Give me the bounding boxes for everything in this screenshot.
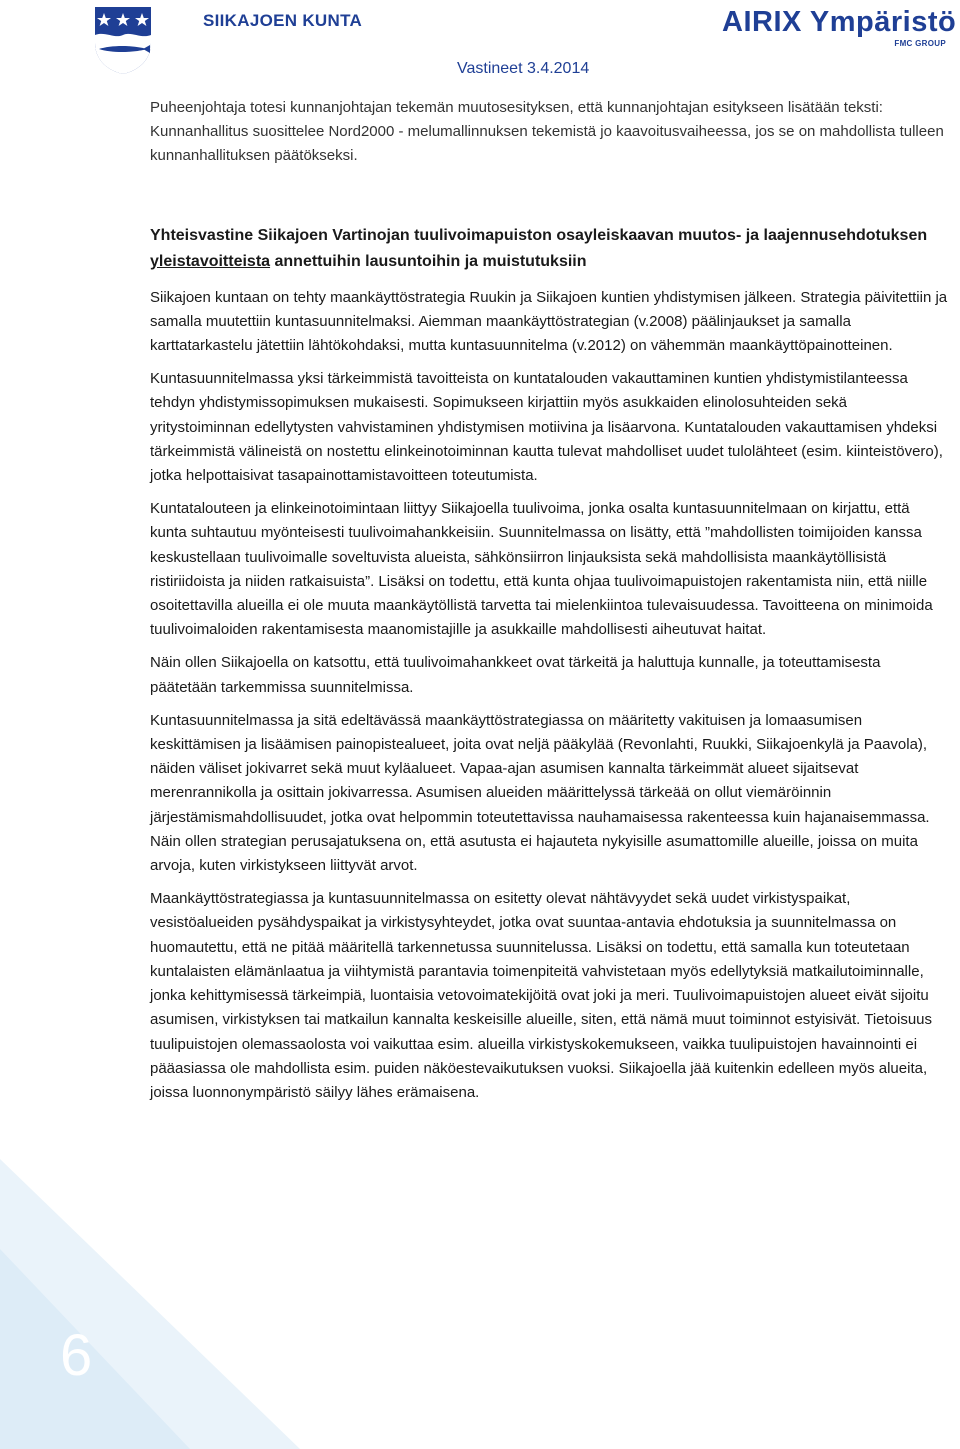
body-paragraph: Näin ollen Siikajoella on katsottu, että tuulivoimahankkeet ovat tärkeitä ja haluttuja kunnalle, ja toteuttamisesta päätetään tarkemmissa suunnitelmissa. (150, 654, 881, 696)
body-paragraph: Kuntasuunnitelmassa ja sitä edeltävässä maankäyttöstrategiassa on määritetty vakituisen ja lomaasumisen keskittämisen ja lisäämisen painopistealueet, joita ovat neljä pääkylää (Revonlahti, Ruukki, Siikajoenkylä ja Paavola), näiden väliset jokivarret sekä muut kyläalueet. Vapaa-ajan asumisen kannalta tärkeimmät alueet sijaitsevat merenrannikolla ja osittain jokivarressa. Asumisen alueiden määrittelyssä tärkeää on ollut viemäröinnin järjestämismahdollisuudet, jotka ovat helpommin toteutettavissa nauhamaisessa rakenteessa kuin hajanaisemmassa. Näin ollen strategian perusajatuksena on, että asutusta ei hajauteta nykyisille asumattomille alueille, joissa on muita arvoja, kuten virkistykseen liittyvät arvot. (150, 711, 930, 875)
municipal-crest-icon (93, 5, 153, 75)
heading-underlined-text: yleistavoitteista (150, 252, 271, 270)
document-date: Vastineet 3.4.2014 (457, 60, 590, 77)
body-paragraph: Kuntatalouteen ja elinkeinotoimintaan liittyy Siikajoella tuulivoima, jonka osalta kuntasuunnitelmaan on kirjattu, että kunta suhtautuu myönteisesti tuulivoimahankkeisiin. Suunnitelmassa on lisätty, että ”mahdollisten toimijoiden kanssa keskustellaan tuulivoimalle soveltuvista alueista, sähkönsiirron linjauksista sekä mahdollisista maankäytöllisistä ristiriidoista ja niiden ratkaisuista”. Lisäksi on todettu, että kunta ohjaa tuulivoimapuistojen rakentamista niin, että niille osoitettavilla alueilla ei ole muuta maankäytöllistä tarvetta tai mielenkiintoa tulevaisuudessa. Tavoitteena on minimoida tuulivoimaloiden rakentamisesta maanomistajille ja asukkaille mahdollisesti aiheutuvat haitat. (150, 500, 933, 639)
body-paragraph: Kuntasuunnitelmassa yksi tärkeimmistä tavoitteista on kuntatalouden vakauttaminen kuntien yhdistymistilanteessa tehdyn yhdistymissopimuksen mukaisesti. Sopimukseen kirjattiin myös asukkaiden elinolosuhteiden sekä yritystoiminnan edellytysten vahvistaminen yhdistymisen motiivina ja lisäarvona. Kuntatalouden vakauttamisen yhdeksi tärkeimmistä välineistä on nostettu elinkeinotoiminnan kautta tulevat mahdolliset uudet tulolähteet (esim. kiinteistövero), jotka helpottaisivat tasapainottamistavoitteen toteutumista. (150, 370, 943, 485)
document-body (150, 96, 950, 1114)
section-heading (150, 223, 950, 275)
company-logo (722, 6, 957, 48)
body-paragraph: Siikajoen kuntaan on tehty maankäyttöstrategia Ruukin ja Siikajoen kuntien yhdistymisen jälkeen. Strategia päivitettiin ja samalla muutettiin kuntasuunnitelmaksi. Aiemman maankäyttöstrategian (v.2008) päälinjaukset ja samalla karttatarkastelu jätettiin lähtökohdaksi, mutta kuntasuunnitelma (v.2012) on vähemmän maankäyttöpainotteinen. (150, 288, 948, 355)
page-header (0, 0, 960, 85)
company-logo-subtext: FMC GROUP (894, 39, 946, 48)
heading-text-2: annettuihin lausuntoihin ja muistutuksiin (270, 252, 587, 270)
company-logo-text: AIRIX Ympäristö (722, 6, 957, 38)
municipality-name: SIIKAJOEN KUNTA (203, 11, 363, 30)
page-number: 6 (60, 1323, 94, 1388)
intro-paragraph: Puheenjohtaja totesi kunnanjohtajan tekemän muutosesityksen, että kunnanjohtajan esitykseen lisätään teksti: Kunnanhallitus suosittelee Nord2000 - melumallinnuksen tekemistä jo kaavoitusvaiheessa, jos se on mahdollista tulleen kunnanhallituksen päätökseksi. (150, 99, 944, 165)
body-paragraph: Maankäyttöstrategiassa ja kuntasuunnitelmassa on esitetty olevat nähtävyydet sekä uudet virkistyspaikat, vesistöalueiden pysähdyspaikat ja virkistysyhteydet, jotka ovat suuntaa-antavia ehdotuksia ja suunnitelmassa on huomautettu, että ne pitää määritellä tarkennetussa suunnitelussa. Lisäksi on todettu, että samalla kun toteutetaan kuntalaisten elämänlaatua ja viihtymistä parantavia toimenpiteitä vahvistetaan myös edellytyksiä matkailutoiminnalle, jonka kehittymisessä tärkeimpiä, luontaisia vetovoimatekijöitä ovat joki ja meri. Tuulivoimapuistojen alueet eivät sijoitu asumisen, virkistyksen tai matkailun kannalta keskeisille alueille, siten, että nämä muut toiminnot estyisivät. Tietoisuus tuulipuistojen olemassaolosta voi vaikuttaa esim. alueilla virkistyskokemukseen, vaikka tuulipuistojen havainnointi ei pääasiassa ole mahdollista esim. puiden näköestevaikutuksen vuoksi. Siikajoella jää kuitenkin edelleen myös alueita, joissa luonnonympäristö säilyy lähes erämaisena. (150, 890, 933, 1101)
heading-text-1: Yhteisvastine Siikajoen Vartinojan tuulivoimapuiston osayleiskaavan muutos- ja laajennusehdotuksen (150, 226, 928, 244)
corner-decoration-inner (0, 1249, 190, 1449)
